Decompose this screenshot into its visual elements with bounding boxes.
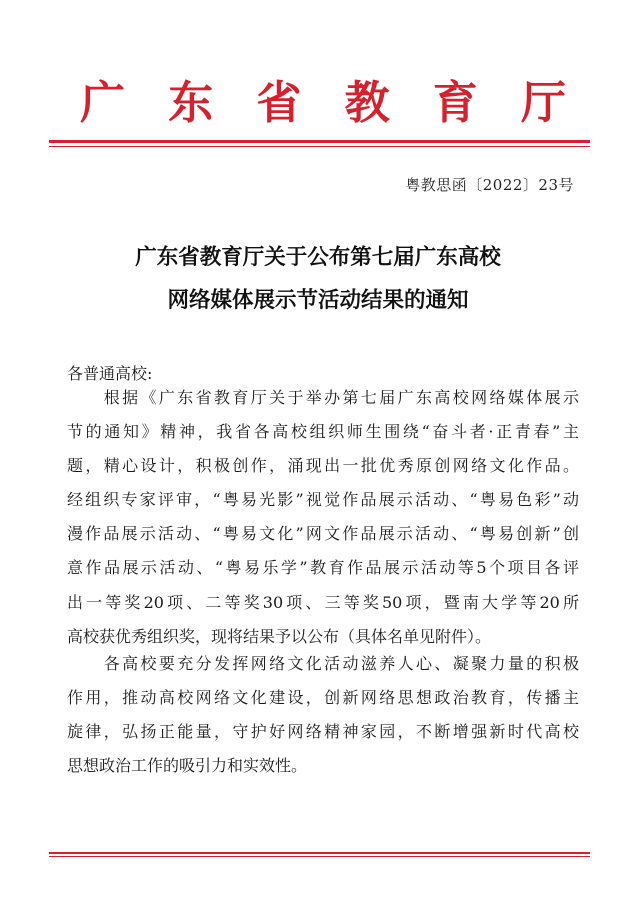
letterhead-rule-thick — [49, 140, 590, 143]
paragraph-line: 思想政治工作的吸引力和实效性。 — [67, 756, 308, 776]
document-title-line-2: 网络媒体展示节活动结果的通知 — [167, 288, 469, 313]
paragraph-line: 高校获优秀组织奖，现将结果予以公布（具体名单见附件）。 — [67, 626, 492, 646]
document-number: 粤教思函〔2022〕23号 — [405, 176, 574, 194]
letterhead-char: 省 — [256, 76, 302, 129]
paragraph-line: 作用，推动高校网络文化建设，创新网络思想政治教育，传播主 — [67, 688, 579, 708]
footer-rule-thin — [49, 856, 590, 857]
document-title-line-1: 广东省教育厅关于公布第七届广东高校 — [135, 245, 501, 270]
body-paragraph-2 — [67, 647, 579, 783]
paragraph-line: 旋律，弘扬正能量，守护好网络精神家园，不断增强新时代高校 — [67, 722, 579, 742]
paragraph-line: 题，精心设计，积极创作，涌现出一批优秀原创网络文化作品。 — [67, 456, 579, 476]
paragraph-line: 各高校要充分发挥网络文化活动滋养人心、凝聚力量的积极 — [67, 654, 579, 673]
paragraph-line: 根据《广东省教育厅关于举办第七届广东高校网络媒体展示 — [67, 388, 579, 407]
paragraph-line: 意作品展示活动、“粤易乐学”教育作品展示活动等5个项目各评 — [67, 558, 579, 578]
footer-rule-thick — [49, 852, 590, 854]
salutation: 各普通高校: — [67, 364, 153, 383]
letterhead-title — [80, 74, 566, 132]
letterhead-char: 教 — [344, 76, 390, 129]
letterhead-char: 东 — [168, 76, 214, 129]
letterhead-char: 育 — [432, 76, 478, 129]
paragraph-line: 经组织专家评审，“粤易光影”视觉作品展示活动、“粤易色彩”动 — [67, 490, 579, 510]
letterhead-rule-thin — [49, 146, 590, 147]
paragraph-line: 出一等奖20项、二等奖30项、三等奖50项，暨南大学等20所 — [67, 592, 579, 612]
letterhead-char: 厅 — [520, 76, 566, 129]
paragraph-line: 节的通知》精神，我省各高校组织师生围绕“奋斗者·正青春”主 — [67, 422, 579, 442]
letterhead-char: 广 — [80, 76, 126, 129]
body-paragraph-1 — [67, 381, 579, 654]
paragraph-line: 漫作品展示活动、“粤易文化”网文作品展示活动、“粤易创新”创 — [67, 524, 579, 544]
